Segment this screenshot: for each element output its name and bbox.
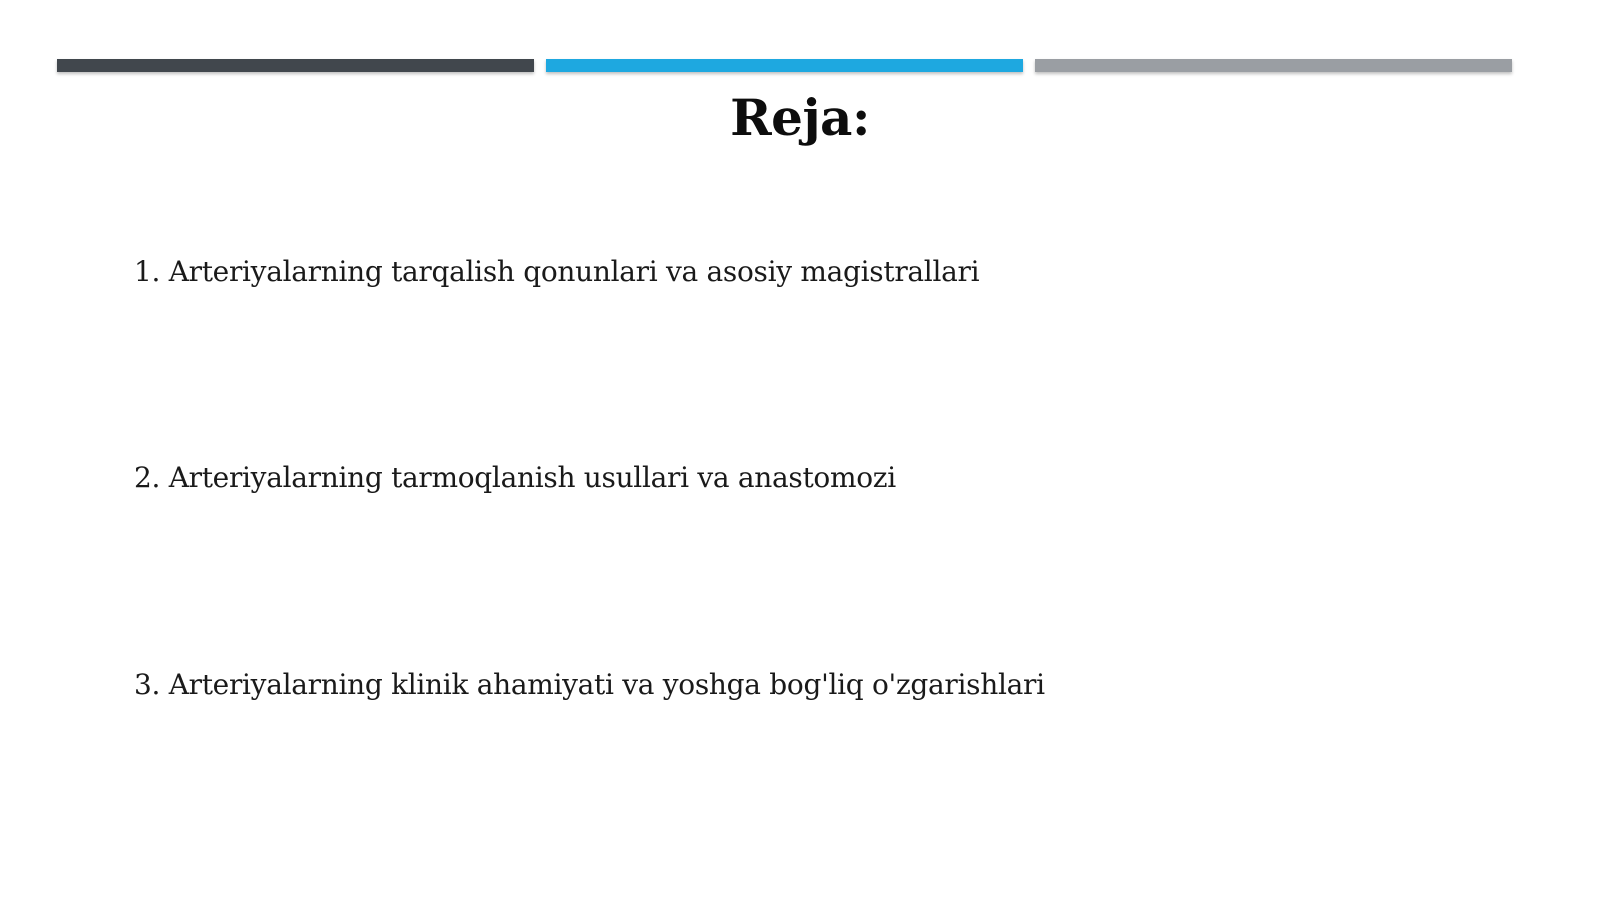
decorative-top-bars <box>57 59 1512 73</box>
top-bar-gray <box>1035 59 1512 72</box>
top-bar-dark <box>57 59 534 72</box>
plan-item-1: 1. Arteriyalarning tarqalish qonunlari va asosiy magistrallari <box>134 255 980 288</box>
plan-item-2: 2. Arteriyalarning tarmoqlanish usullari va anastomozi <box>134 461 896 494</box>
plan-item-3: 3. Arteriyalarning klinik ahamiyati va yoshga bog'liq o'zgarishlari <box>134 668 1045 701</box>
top-bar-blue <box>546 59 1023 72</box>
slide-title: Reja: <box>730 88 870 147</box>
